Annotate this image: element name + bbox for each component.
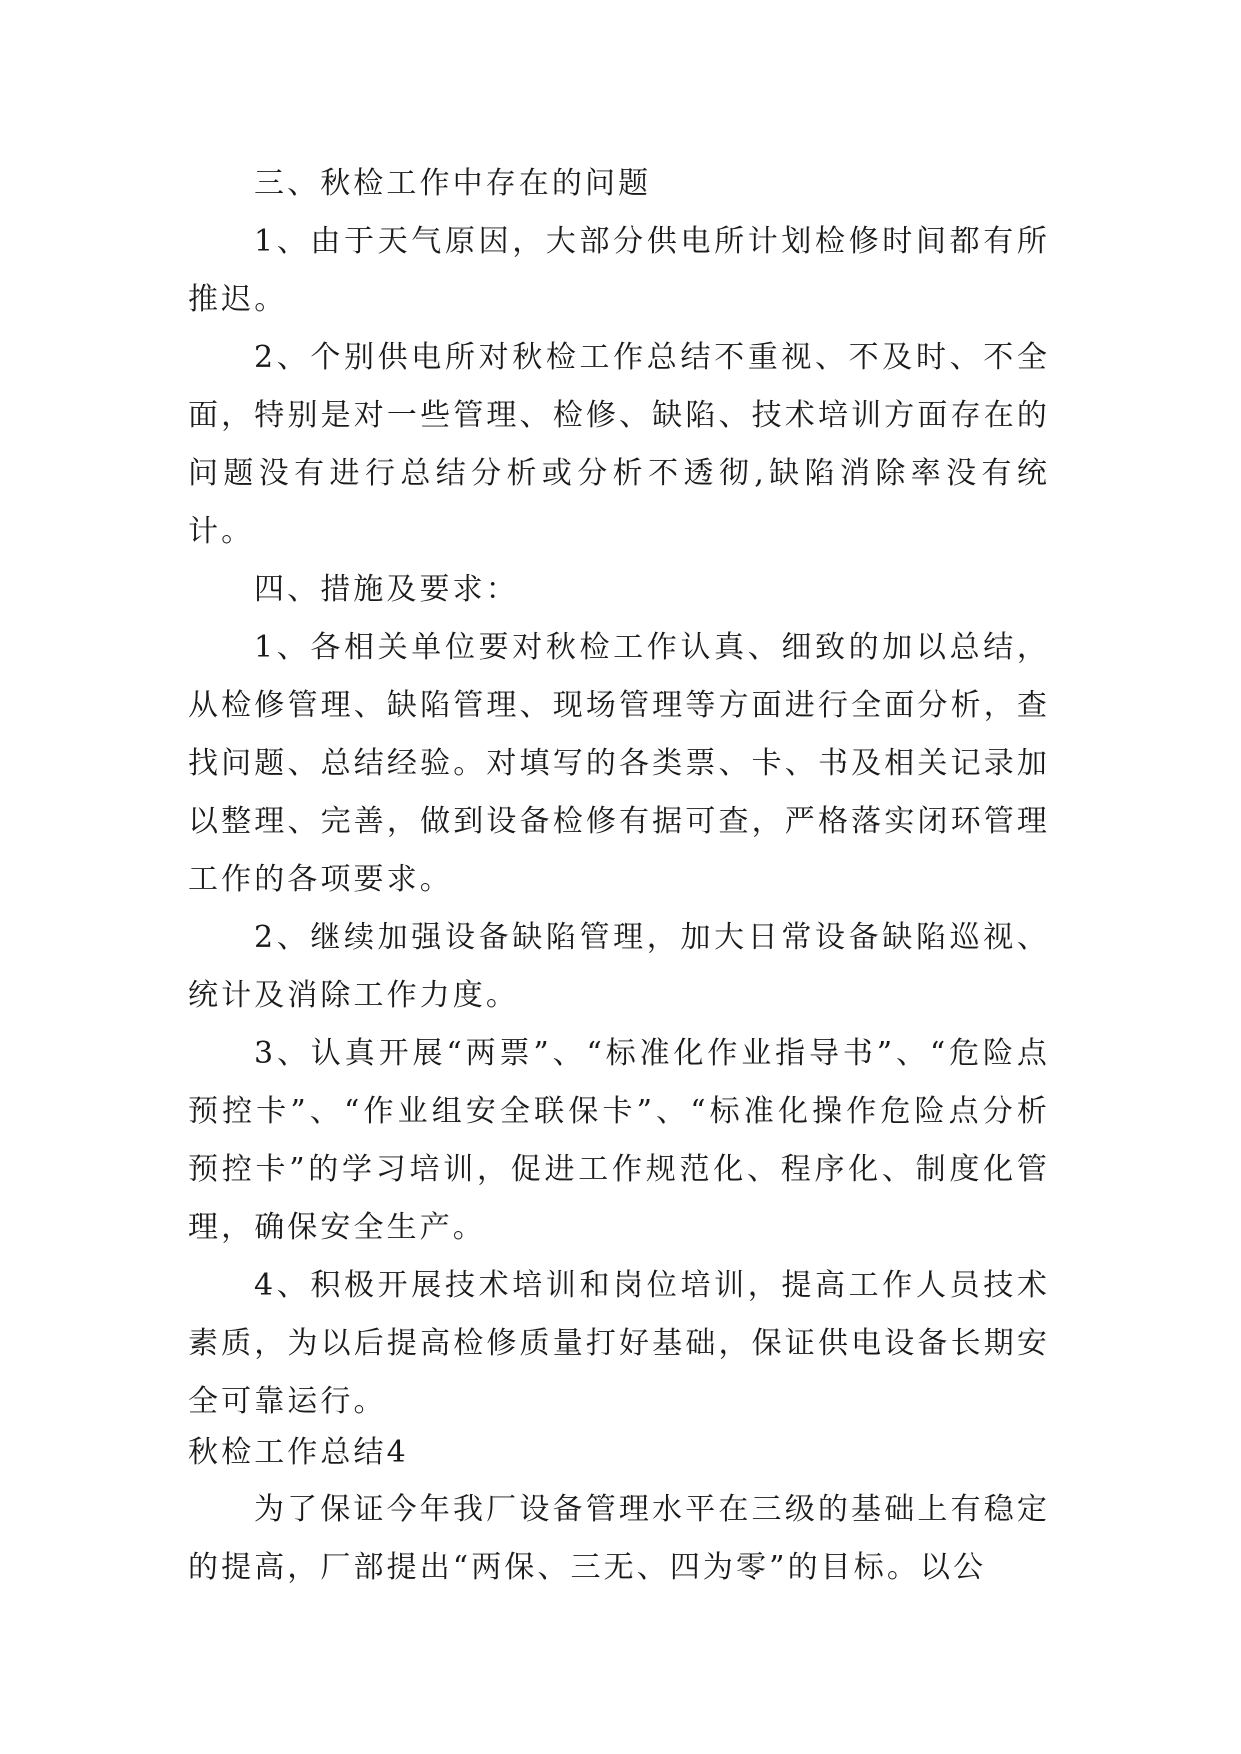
problem-item-2: 2、个别供电所对秋检工作总结不重视、不及时、不全面，特别是对一些管理、检修、缺陷、技术培训方面存在的问题没有进行总结分析或分析不透彻,缺陷消除率没有统计。 [188,340,1050,549]
measure-item-4: 4、积极开展技术培训和岗位培训，提高工作人员技术素质，为以后提高检修质量打好基础，保证供电设备长期安全可靠运行。 [188,1268,1050,1419]
heading-measures: 四、措施及要求： [254,572,519,607]
section-title: 秋检工作总结4 [188,1435,409,1470]
problem-item-1: 1、由于天气原因，大部分供电所计划检修时间都有所推迟。 [188,224,1050,317]
measure-item-3: 3、认真开展“两票”、“标准化作业指导书”、“危险点预控卡”、“作业组安全联保卡”、“标准化操作危险点分析预控卡”的学习培训，促进工作规范化、程序化、制度化管理，确保安全生产。 [188,1036,1050,1245]
measure-item-1: 1、各相关单位要对秋检工作认真、细致的加以总结，从检修管理、缺陷管理、现场管理等方面进行全面分析，查找问题、总结经验。对填写的各类票、卡、书及相关记录加以整理、完善，做到设备检修有据可查，严格落实闭环管理工作的各项要求。 [188,630,1050,897]
heading-problems: 三、秋检工作中存在的问题 [254,166,652,201]
closing-paragraph: 为了保证今年我厂设备管理水平在三级的基础上有稳定的提高，厂部提出“两保、三无、四为零”的目标。以公 [188,1492,1050,1585]
document-body [188,155,1050,1597]
measure-item-2: 2、继续加强设备缺陷管理，加大日常设备缺陷巡视、统计及消除工作力度。 [188,920,1050,1013]
